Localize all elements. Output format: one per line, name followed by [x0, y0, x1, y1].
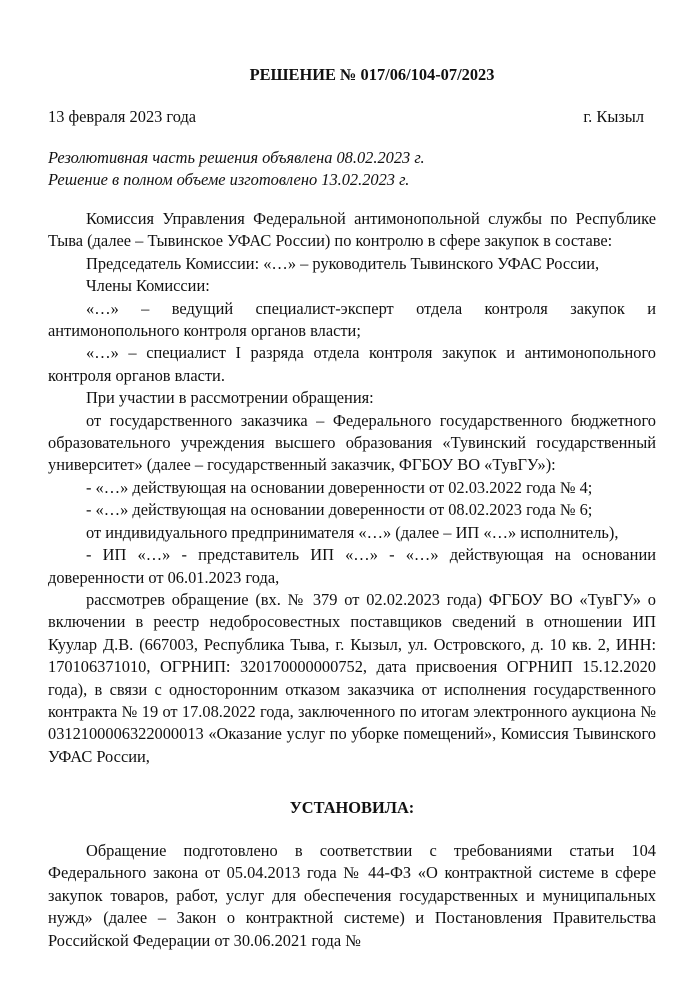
document-title: РЕШЕНИЕ № 017/06/104-07/2023: [249, 65, 495, 84]
paragraph: - «…» действующая на основании доверенности от 02.03.2022 года № 4;: [86, 477, 593, 497]
paragraph: от государственного заказчика – Федерального государственного бюджетного образовательного учреждения высшего образования «Тувинский государственный университет» (далее – государственный заказчик, ФГБОУ ВО «ТувГУ»):: [48, 410, 656, 475]
paragraph: Обращение подготовлено в соответствии с требованиями статьи 104 Федерального закона от 05.04.2013 года № 44-ФЗ «О контрактной системе в сфере закупок товаров, работ, услуг для обеспечения государственных и муниципальных нужд» (далее – Закон о контрактной системе) и Постановления Правительства Российской Федерации от 30.06.2021 года №: [48, 841, 656, 950]
announcement-block: [48, 147, 656, 191]
paragraph: - «…» действующая на основании доверенности от 08.02.2023 года № 6;: [86, 500, 593, 520]
paragraph: - ИП «…» - представитель ИП «…» - «…» действующая на основании доверенности от 06.01.2023 года,: [48, 545, 656, 587]
paragraph: рассмотрев обращение (вх. № 379 от 02.02.2023 года) ФГБОУ ВО «ТувГУ» о включении в реестр недобросовестных поставщиков сведений в отношении ИП Куулар Д.В. (667003, Республика Тыва, г. Кызыл, ул. Островского, д. 10 кв. 2, ИНН: 170106371010, ОГРНИП: 320170000000752, дата присвоения ОГРНИП 15.12.2020 года), в связи с односторонним отказом заказчика от исполнения государственного контракта № 19 от 17.08.2022 года, заключенного по итогам электронного аукциона № 0312100006322000013 «Оказание услуг по уборке помещений», Комиссия Тывинского УФАС России,: [48, 589, 656, 766]
decision-city: г. Кызыл: [583, 107, 644, 126]
paragraph: Члены Комиссии:: [86, 276, 210, 296]
paragraph: Комиссия Управления Федеральной антимонопольной службы по Республике Тыва (далее – Тывинское УФАС России) по контролю в сфере закупок в составе:: [48, 209, 656, 251]
decision-date: 13 февраля 2023 года: [48, 107, 197, 126]
paragraph: «…» – ведущий специалист-эксперт отдела контроля закупок и антимонопольного контроля органов власти;: [48, 298, 656, 341]
established-body: [48, 840, 656, 952]
preamble-body: [48, 208, 656, 768]
announcement-line: Решение в полном объеме изготовлено 13.02.2023 г.: [48, 170, 410, 189]
announcement-line: Резолютивная часть решения объявлена 08.02.2023 г.: [48, 148, 425, 167]
paragraph: При участии в рассмотрении обращения:: [86, 388, 374, 408]
section-heading-established: УСТАНОВИЛА:: [289, 798, 415, 817]
document-page: [48, 0, 656, 1000]
paragraph: от индивидуального предпринимателя «…» (далее – ИП «…» исполнитель),: [86, 522, 619, 542]
paragraph: «…» – специалист I разряда отдела контроля закупок и антимонопольного контроля органов власти.: [48, 343, 656, 385]
paragraph: Председатель Комиссии: «…» – руководитель Тывинского УФАС России,: [86, 253, 600, 273]
